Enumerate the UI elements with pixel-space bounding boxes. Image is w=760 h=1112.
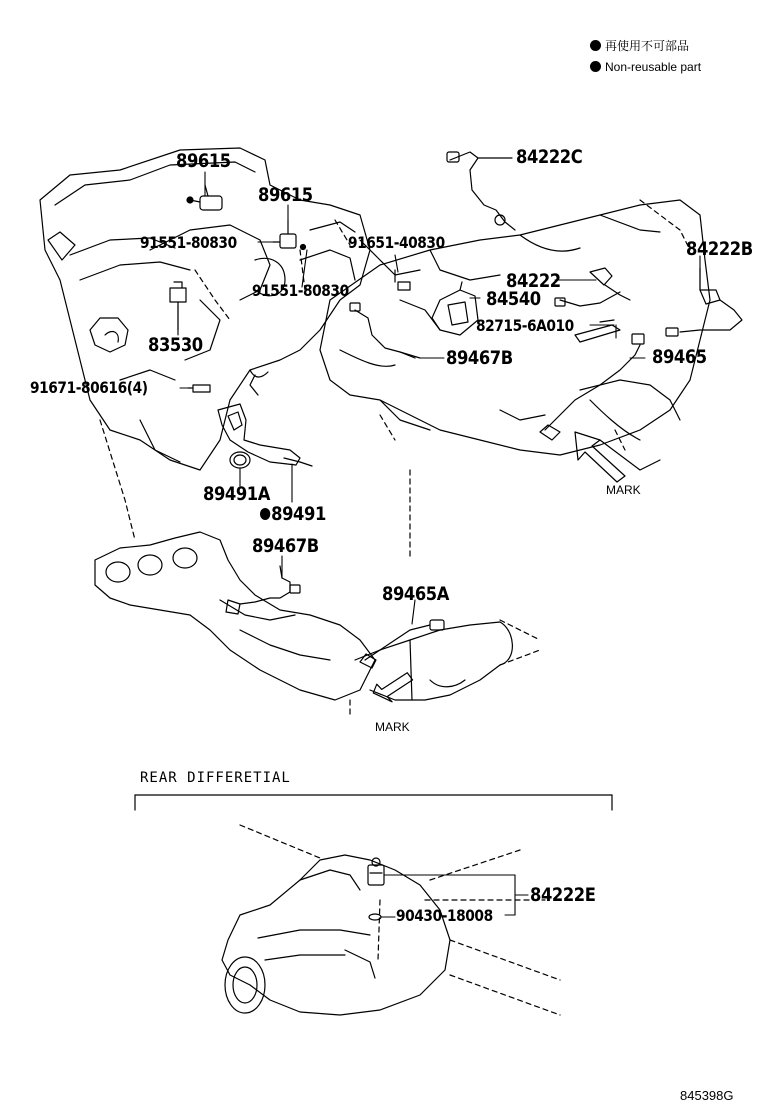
part-label-84222C[interactable]: 84222C [516,146,583,168]
nonreusable-bullet-icon [590,61,601,72]
part-label-84222[interactable]: 84222 [506,270,561,292]
part-label-91551-80830-a[interactable]: 91551-80830 [140,233,237,252]
guide-lines-upper [100,200,690,560]
part-label-89491-text: 89491 [271,503,326,525]
figure-code: 845398G [680,1088,734,1103]
part-label-89467B-upper[interactable]: 89467B [446,347,513,369]
part-label-84540[interactable]: 84540 [486,288,541,310]
sensor-84540 [432,282,478,335]
mark-label-upper: MARK [606,483,641,497]
o2-sensor-84222 [555,268,630,306]
part-label-82715-6A010[interactable]: 82715-6A010 [476,316,574,335]
part-label-89491A[interactable]: 89491A [203,483,270,505]
part-label-89615-b[interactable]: 89615 [258,184,313,206]
section-title-rear-differential: REAR DIFFERETIAL [140,770,291,786]
gasket-89491A [230,452,250,468]
bracket-82715 [575,320,620,342]
o2-sensor-89467B-lower [226,566,300,614]
part-label-84222E[interactable]: 84222E [530,884,596,906]
nonreusable-bullet-icon [260,508,270,520]
mark-arrow-upper [575,432,625,482]
nonreusable-bullet-icon [590,40,601,51]
exhaust-manifold-drawing [95,532,512,700]
part-label-90430-18008[interactable]: 90430-18008 [396,906,493,925]
part-label-83530[interactable]: 83530 [148,334,203,356]
part-label-91651-40830[interactable]: 91651-40830 [348,233,445,252]
part-label-89615-a[interactable]: 89615 [176,150,231,172]
legend-jp-text: 再使用不可部品 [605,39,690,53]
o2-sensor-84222C [447,152,515,230]
guide-lines-middle [350,620,540,715]
sensor-89615-b [273,220,306,250]
part-label-84222B[interactable]: 84222B [686,238,753,260]
part-label-89491[interactable] [260,505,326,524]
o2-sensor-89467B-upper [350,303,420,358]
part-label-89465[interactable]: 89465 [652,346,707,368]
part-label-89465A[interactable]: 89465A [382,583,449,605]
rear-differential-section-bracket [135,795,612,810]
o2-sensor-89465A [360,620,444,668]
legend-nonreusable-en [590,61,701,73]
part-label-91551-80830-b[interactable]: 91551-80830 [252,281,349,300]
mark-label-lower: MARK [375,720,410,734]
rear-differential-drawing [222,855,450,1015]
gasket-90430 [369,914,381,920]
sensor-bracket-89491 [218,404,312,466]
part-label-89467B-lower[interactable]: 89467B [252,535,319,557]
legend-nonreusable-jp [590,40,689,52]
part-label-91671-80616[interactable]: 91671-80616(4) [30,378,148,397]
legend-en-text: Non-reusable part [605,60,702,74]
